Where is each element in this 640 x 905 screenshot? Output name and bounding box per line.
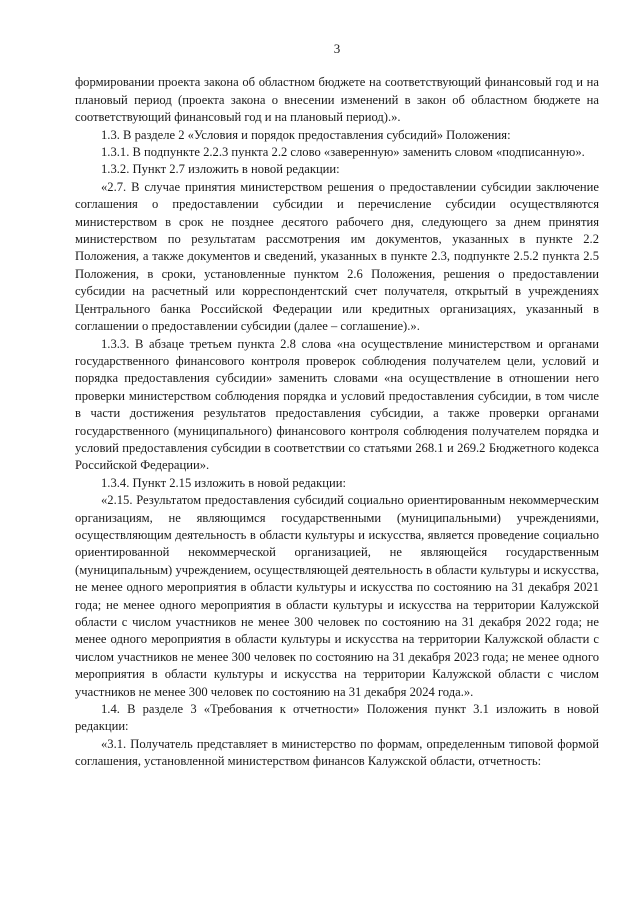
paragraph-1-3-2: 1.3.2. Пункт 2.7 изложить в новой редакции: bbox=[101, 162, 340, 177]
document-body bbox=[75, 74, 599, 770]
page-number: 3 bbox=[333, 41, 341, 56]
paragraph-1-4: 1.4. В разделе 3 «Требования к отчетности» Положения пункт 3.1 изложить в новой редакции: bbox=[75, 702, 599, 734]
paragraph-continuation: формировании проекта закона об областном бюджете на соответствующий финансовый год и на плановый период (проекта закона о внесении изменений в закон об областном бюджете на соответствующий финансовый год и на плановый период).». bbox=[75, 75, 599, 125]
paragraph-1-3-3: 1.3.3. В абзаце третьем пункта 2.8 слова «на осуществление министерством и органами государственного финансового контроля проверок соблюдения получателем цели, условий и порядка предоставления субсидии» заменить словами «на осуществление в отношении него проверки министерством соблюдения порядка и условий предоставления субсидии, в том числе в части достижения результатов предоставления субсидии, а также проверки органами государственного (муниципального) финансового контроля соблюдения получателем порядка и условий предоставления субсидии в соответствии со статьями 268.1 и 269.2 Бюджетного кодекса Российской Федерации». bbox=[75, 336, 599, 473]
paragraph-1-3-4: 1.3.4. Пункт 2.15 изложить в новой редакции: bbox=[101, 475, 346, 490]
paragraph-2-7: «2.7. В случае принятия министерством решения о предоставлении субсидии заключение соглашения о предоставлении субсидии и перечисление субсидии осуществляются министерством в срок не позднее десятого рабочего дня, следующего за днем принятия министерством по результатам рассмотрения им документов, указанных в пункте 2.2 Положения, а также документов и сведений, указанных в пункте 2.3, подпункте 2.5.2 пункта 2.5 Положения, в сроки, установленные пунктом 2.6 Положения, решения о предоставлении субсидии на расчетный или корреспондентский счет получателя, открытый в учреждениях Центрального банка Российской Федерации или кредитных организациях, указанный в соглашении о предоставлении субсидии (далее – соглашение).». bbox=[75, 179, 599, 334]
document-page bbox=[75, 40, 599, 771]
paragraph-1-3: 1.3. В разделе 2 «Условия и порядок предоставления субсидий» Положения: bbox=[101, 127, 511, 142]
paragraph-1-3-1: 1.3.1. В подпункте 2.2.3 пункта 2.2 слово «заверенную» заменить словом «подписанную». bbox=[101, 145, 585, 160]
paragraph-3-1: «3.1. Получатель представляет в министерство по формам, определенным типовой формой соглашения, установленной министерством финансов Калужской области, отчетность: bbox=[75, 736, 599, 769]
paragraph-2-15: «2.15. Результатом предоставления субсидий социально ориентированным некоммерческим организациям, не являющимся государственными (муниципальными) учреждениями, осуществляющим деятельность в области культуры и искусства, является проведение социально ориентированной некоммерческой организацией, не являющейся государственным (муниципальным) учреждением, осуществляющей деятельность в области культуры и искусства, не менее одного мероприятия в области культуры и искусства по состоянию на 31 декабря 2021 года; не менее одного мероприятия в области культуры и искусства на территории Калужской области с числом участников не менее 300 человек по состоянию на 31 декабря 2022 года; не менее одного мероприятия в области культуры и искусства на территории Калужской области с числом участников не менее 300 человек по состоянию на 31 декабря 2023 года; не менее одного мероприятия в области культуры и искусства на территории Калужской области с числом участников не менее 300 человек по состоянию на 31 декабря 2024 года.». bbox=[75, 493, 599, 699]
